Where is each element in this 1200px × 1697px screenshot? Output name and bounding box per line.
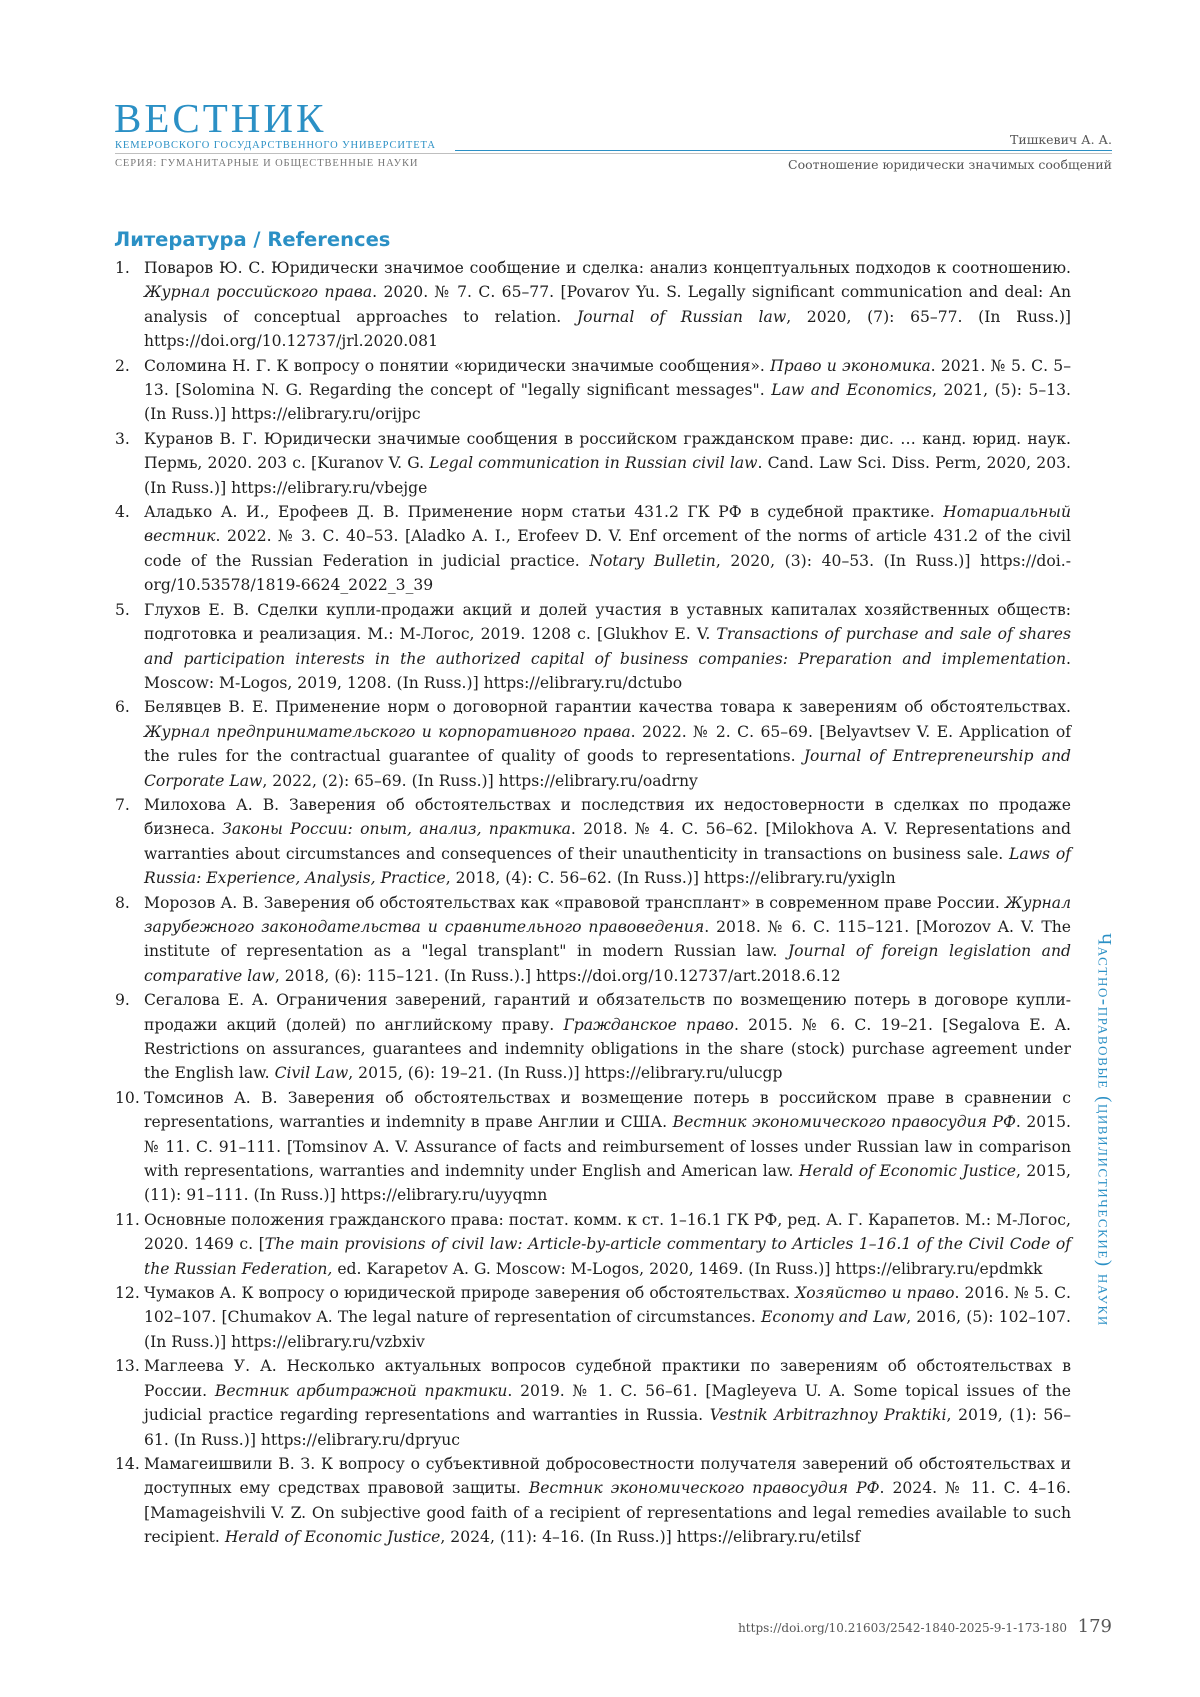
reference-text bbox=[144, 1452, 1071, 1550]
reference-number: 7. bbox=[115, 795, 130, 814]
reference-text bbox=[144, 891, 1071, 989]
reference-source-italic: Хозяйство и право bbox=[795, 1284, 955, 1303]
reference-text bbox=[144, 988, 1071, 1086]
reference-source-italic: Вестник арбитражной практики bbox=[214, 1381, 508, 1400]
reference-item bbox=[115, 695, 1071, 793]
reference-source-italic: Herald of Economic Justice bbox=[798, 1162, 1016, 1181]
reference-item bbox=[115, 256, 1071, 354]
reference-source-italic: Журнал российского права bbox=[144, 283, 373, 302]
running-head-author: Тишкевич А. А. bbox=[1010, 132, 1112, 147]
reference-source-italic: Журнал зарубежного законодательства и сравнительного правоведения bbox=[144, 893, 1071, 936]
reference-number: 2. bbox=[115, 356, 130, 375]
header-divider bbox=[115, 153, 1112, 154]
reference-text bbox=[144, 1281, 1071, 1354]
running-head-title: Соотношение юридически значимых сообщений bbox=[788, 157, 1112, 172]
reference-text-segment: , 2018, (6): 115–121. (In Russ.).] https://doi.org/10.12737/art.2018.6.12 bbox=[274, 966, 841, 985]
reference-source-italic: Law and Economics bbox=[771, 381, 932, 400]
reference-text-segment: . 2021. № 5. С. 5–13. [Solomina N. G. Regarding the concept of "legally significant messages". bbox=[144, 356, 1072, 400]
reference-text-segment: Поваров Ю. С. Юридически значимое сообщение и сделка: анализ концептуальных подходов к соотношению. bbox=[144, 259, 1071, 277]
reference-source-italic: Гражданское право bbox=[563, 1015, 734, 1034]
reference-number: 10. bbox=[115, 1088, 140, 1107]
reference-text bbox=[144, 427, 1071, 500]
reference-text-segment: . 2022. № 3. С. 40–53. [Aladko A. I., Erofeev D. V. Enf orcement of the norms of article 431.2 of the civil code of the Russian Federation in judicial practice. bbox=[144, 527, 1071, 570]
reference-source-italic: Legal communication in Russian civil law bbox=[429, 454, 758, 473]
reference-text-segment: . Cand. Law Sci. Diss. Perm, 2020, 203. (In Russ.)] https://elibrary.ru/vbejge bbox=[144, 454, 1071, 497]
reference-number: 5. bbox=[115, 600, 130, 619]
reference-source-italic: Herald of Economic Justice bbox=[224, 1528, 441, 1547]
reference-source-italic: Transactions of purchase and sale of shares and participation interests in the authorized capital of business companies: Preparation and implementation bbox=[144, 625, 1071, 668]
reference-text-segment: . 2018. № 4. С. 56–62. [Milokhova A. V. Representations and warranties about circumstances and consequences of their unauthenticity in transactions on business sale. bbox=[144, 820, 1072, 863]
reference-source-italic: Вестник экономического правосудия РФ bbox=[672, 1113, 1016, 1132]
references-heading: Литература / References bbox=[114, 228, 391, 251]
reference-item bbox=[115, 1208, 1071, 1281]
reference-item bbox=[115, 1452, 1071, 1550]
reference-item bbox=[115, 598, 1071, 696]
header-accent-divider bbox=[455, 150, 1112, 151]
reference-text-segment: , 2019, (1): 56–61. (In Russ.)] https://elibrary.ru/dpryuc bbox=[144, 1406, 1072, 1449]
reference-text-segment: , 2021, (5): 5–13. (In Russ.)] https://elibrary.ru/orijpc bbox=[144, 381, 1071, 424]
reference-number: 14. bbox=[115, 1454, 140, 1473]
reference-number: 11. bbox=[115, 1210, 140, 1229]
reference-number: 1. bbox=[115, 259, 130, 277]
journal-series: СЕРИЯ: ГУМАНИТАРНЫЕ И ОБЩЕСТВЕННЫЕ НАУКИ bbox=[115, 158, 419, 169]
reference-number: 6. bbox=[115, 698, 130, 717]
reference-source-italic: Civil Law bbox=[274, 1064, 349, 1083]
reference-text bbox=[144, 793, 1071, 891]
reference-text bbox=[144, 598, 1071, 696]
reference-number: 4. bbox=[115, 503, 130, 522]
reference-text-segment: Соломина Н. Г. К вопросу о понятии «юридически значимые сообщения». bbox=[144, 356, 771, 375]
reference-text-segment: Сегалова Е. А. Ограничения заверений, гарантий и обязательств по возмещению потерь в договоре купли-продажи акций (долей) по английскому праву. bbox=[144, 991, 1071, 1034]
reference-source-italic: Вестник экономического правосудия РФ bbox=[528, 1479, 880, 1498]
reference-text-segment: , 2018, (4): С. 56–62. (In Russ.)] https://elibrary.ru/yxigln bbox=[445, 869, 896, 888]
reference-text-segment: Белявцев В. Е. Применение норм о договорной гарантии качества товара к заверениям об обстоятельствах. bbox=[144, 698, 1071, 717]
reference-item bbox=[115, 1354, 1071, 1452]
reference-text-segment: . 2018. № 6. С. 115–121. [Morozov A. V. The institute of representation as a "legal transplant" in modern Russian law. bbox=[144, 917, 1071, 961]
reference-text-segment: . 2020. № 7. С. 65–77. [Povarov Yu. S. Legally significant communication and deal: An analysis of conceptual approaches to relation. bbox=[144, 283, 1071, 326]
reference-source-italic: Laws of Russia: Experience, Analysis, Practice bbox=[144, 844, 1071, 888]
reference-source-italic: Нотариальный вестник bbox=[144, 503, 1071, 546]
reference-text-segment: , 2016, (5): 102–107. (In Russ.)] https://elibrary.ru/vzbxiv bbox=[144, 1308, 1071, 1351]
section-side-band: Частно-правовые (цивилистические) науки bbox=[1093, 933, 1114, 1327]
reference-item bbox=[115, 500, 1071, 598]
reference-text bbox=[144, 1354, 1071, 1452]
reference-item bbox=[115, 1281, 1071, 1354]
reference-text bbox=[144, 1086, 1071, 1208]
reference-text-segment: Милохова А. В. Заверения об обстоятельствах и последствия их недостоверности в сделках по продаже бизнеса. bbox=[144, 795, 1071, 839]
reference-number: 9. bbox=[115, 991, 130, 1010]
reference-text-segment: Маглеева У. А. Несколько актуальных вопросов судебной практики по заверениям об обстоятельствах в России. bbox=[144, 1357, 1071, 1400]
reference-item bbox=[115, 427, 1071, 500]
reference-text bbox=[144, 1208, 1071, 1281]
reference-text-segment: , 2022, (2): 65–69. (In Russ.)] https://elibrary.ru/oadrny bbox=[262, 771, 698, 790]
reference-source-italic: The main provisions of civil law: Article-by-article commentary to Articles 1–16.1 of the Civil Code of the Russian Federation, bbox=[144, 1235, 1071, 1278]
page-number: 179 bbox=[1077, 1616, 1112, 1637]
reference-item bbox=[115, 1086, 1071, 1208]
reference-item bbox=[115, 793, 1071, 891]
reference-text-segment: Аладько А. И., Ерофеев Д. В. Применение норм статьи 431.2 ГК РФ в судебной практике. bbox=[144, 503, 944, 522]
reference-source-italic: Notary Bulletin bbox=[589, 551, 716, 570]
reference-text-segment: . 2022. № 2. С. 65–69. [Belyavtsev V. E. Application of the rules for the contractual guarantee of quality of goods to representations. bbox=[144, 722, 1071, 766]
reference-text-segment: , 2015, (6): 19–21. (In Russ.)] https://elibrary.ru/ulucgp bbox=[348, 1064, 783, 1083]
reference-text bbox=[144, 695, 1071, 793]
reference-text-segment: , 2020, (7): 65–77. (In Russ.)] https://doi.org/10.12737/jrl.2020.081 bbox=[144, 307, 1072, 351]
reference-number: 12. bbox=[115, 1284, 140, 1303]
reference-text-segment: , 2020, (3): 40–53. (In Russ.)] https://doi.org/10.53578/1819-6624_2022_3_39 bbox=[144, 551, 1071, 595]
reference-text-segment: . 2015. № 11. С. 91–111. [Tomsinov A. V. Assurance of facts and reimbursement of losses under Russian law in comparison with representations, warranties and indemnity under English and American law. bbox=[144, 1113, 1072, 1181]
reference-text-segment: ed. Karapetov A. G. Moscow: M-Logos, 2020, 1469. (In Russ.)] https://elibrary.ru/epdmkk bbox=[332, 1259, 1043, 1278]
reference-text bbox=[144, 256, 1071, 354]
reference-source-italic: Право и экономика bbox=[770, 356, 931, 375]
reference-text-segment: , 2024, (11): 4–16. (In Russ.)] https://elibrary.ru/etilsf bbox=[440, 1528, 861, 1547]
reference-source-italic: Journal of Entrepreneurship and Corporate Law bbox=[144, 747, 1071, 790]
reference-text-segment: Основные положения гражданского права: постат. комм. к ст. 1–16.1 ГК РФ, ред. А. Г. Карапетов. М.: М-Логос, 2020. 1469 с. [ bbox=[144, 1210, 1071, 1254]
reference-list bbox=[115, 256, 1071, 1550]
reference-source-italic: Журнал предпринимательского и корпоративного права bbox=[144, 722, 631, 741]
reference-item bbox=[115, 891, 1071, 989]
reference-text-segment: Чумаков А. К вопросу о юридической природе заверения об обстоятельствах. bbox=[144, 1284, 796, 1303]
reference-text-segment: , 2015, (11): 91–111. (In Russ.)] https://elibrary.ru/uyyqmn bbox=[144, 1162, 1071, 1205]
reference-text-segment: . 2015. № 6. С. 19–21. [Segalova E. A. Restrictions on assurances, guarantees and indemnity obligations in the share (stock) purchase agreement under the English law. bbox=[144, 1015, 1071, 1083]
reference-number: 3. bbox=[115, 429, 130, 448]
journal-subtitle: КЕМЕРОВСКОГО ГОСУДАРСТВЕННОГО УНИВЕРСИТЕТА bbox=[115, 140, 436, 151]
reference-item bbox=[115, 354, 1071, 427]
reference-item bbox=[115, 988, 1071, 1086]
reference-source-italic: Законы России: опыт, анализ, практика bbox=[222, 820, 571, 839]
reference-text-segment: Томсинов А. В. Заверения об обстоятельствах и возмещение потерь в российском праве в сравнении с representations, warranties и indemnity в праве Англии и США. bbox=[144, 1088, 1071, 1132]
reference-source-italic: Journal of Russian law bbox=[576, 307, 787, 326]
reference-source-italic: Journal of foreign legislation and comparative law bbox=[144, 942, 1071, 985]
footer-doi: https://doi.org/10.21603/2542-1840-2025-9-1-173-180 bbox=[738, 1621, 1067, 1635]
reference-text-segment: Морозов А. В. Заверения об обстоятельствах как «правовой трансплант» в современном праве России. bbox=[144, 893, 1005, 912]
reference-source-italic: Economy and Law bbox=[761, 1308, 907, 1327]
reference-source-italic: Vestnik Arbitrazhnoy Praktiki bbox=[709, 1406, 947, 1425]
reference-text-segment: Куранов В. Г. Юридически значимые сообщения в российском гражданском праве: дис. … канд. юрид. наук. Пермь, 2020. 203 с. [Kuranov V. G. bbox=[144, 429, 1071, 473]
reference-text-segment: . 2016. № 5. С. 102–107. [Chumakov A. The legal nature of representation of circumstances. bbox=[144, 1284, 1071, 1327]
reference-number: 8. bbox=[115, 893, 130, 912]
reference-text-segment: . 2019. № 1. С. 56–61. [Magleyeva U. A. Some topical issues of the judicial practice regarding representations and warranties in Russia. bbox=[144, 1381, 1071, 1425]
reference-text bbox=[144, 354, 1071, 427]
reference-text-segment: . Moscow: M-Logos, 2019, 1208. (In Russ.)] https://elibrary.ru/dctubo bbox=[144, 649, 1071, 692]
reference-text-segment: Мамагеишвили В. З. К вопросу о субъективной добросовестности получателя заверений об обстоятельствах и доступных ему средствах правовой защиты. bbox=[144, 1454, 1071, 1498]
reference-text bbox=[144, 500, 1071, 598]
journal-title: ВЕСТНИК bbox=[114, 95, 327, 141]
reference-text-segment: Глухов Е. В. Сделки купли-продажи акций и долей участия в уставных капиталах хозяйственных обществ: подготовка и реализация. М.: М-Логос, 2019. 1208 с. [Glukhov E. V. bbox=[144, 600, 1071, 644]
reference-text-segment: . 2024. № 11. С. 4–16. [Mamageishvili V. Z. On subjective good faith of a recipient of representations and legal remedies available to such recipient. bbox=[144, 1479, 1072, 1547]
reference-number: 13. bbox=[115, 1357, 140, 1376]
